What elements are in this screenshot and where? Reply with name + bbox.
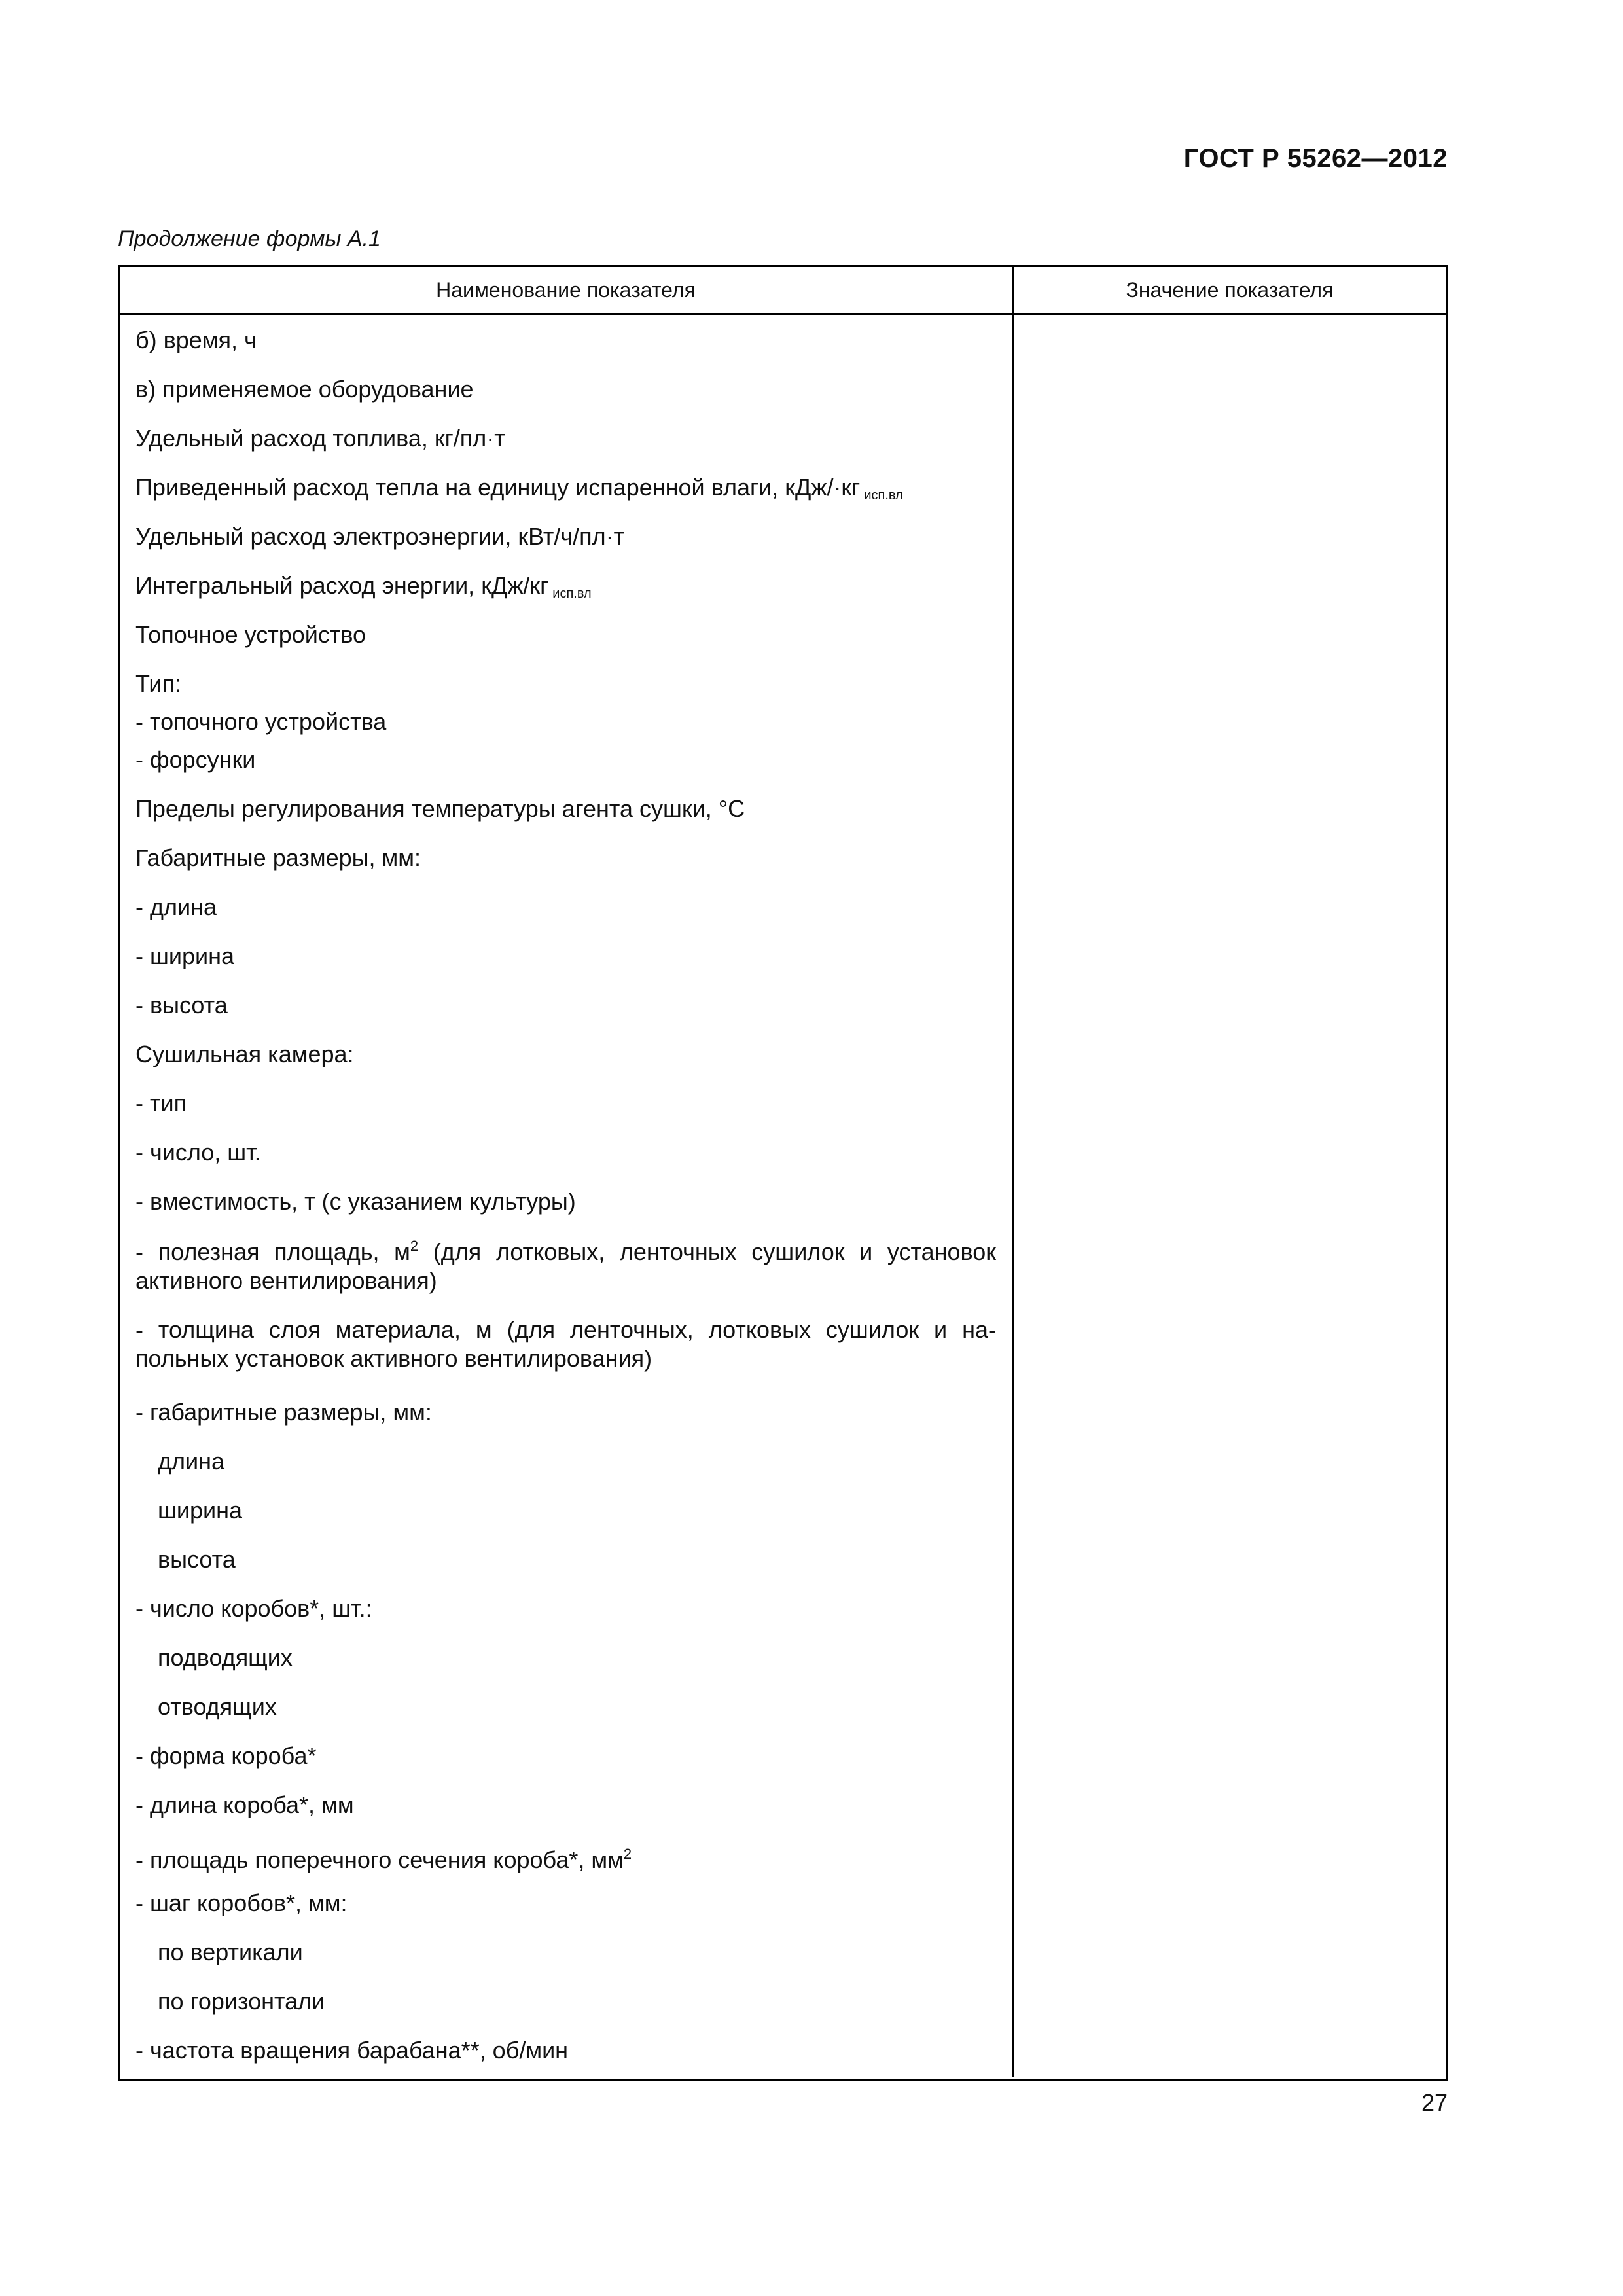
column-header-value: Значение показателя [1126, 278, 1334, 302]
table-row [135, 616, 996, 654]
table-body [120, 315, 1446, 2077]
table-row [135, 1688, 996, 1726]
indicator-values-column [1014, 315, 1446, 2077]
row-subscript: исп.вл [864, 488, 903, 503]
row-text: отводящих [158, 1693, 277, 1720]
row-text: - форма короба* [135, 1742, 317, 1769]
indicator-table [118, 265, 1448, 2081]
row-text: по горизонтали [158, 1988, 325, 2015]
row-text: - длина короба*, мм [135, 1791, 354, 1818]
table-row [135, 1316, 996, 1373]
row-text: - полезная площадь, м [135, 1238, 410, 1265]
table-row [135, 888, 996, 926]
row-text: Тип: [135, 670, 182, 697]
row-text: высота [158, 1546, 236, 1573]
row-text: Сушильная камера: [135, 1041, 354, 1067]
row-text: - тип [135, 1090, 187, 1117]
table-row [135, 1933, 996, 1971]
table-row [135, 370, 996, 408]
row-text: - толщина слоя материала, м (для ленточных, лотковых сушилок и напольных установок активного вентилирования) [135, 1316, 996, 1372]
column-header-name: Наименование показателя [120, 267, 1014, 313]
row-text: по вертикали [158, 1939, 303, 1965]
row-text: - число коробов*, шт.: [135, 1595, 372, 1622]
table-row [135, 1443, 996, 1480]
table-row [135, 1035, 996, 1073]
form-caption: Продолжение формы А.1 [118, 226, 381, 251]
row-subscript: исп.вл [552, 586, 592, 601]
row-text: - топочного устройства [135, 708, 387, 735]
table-row [135, 1982, 996, 2020]
table-row [135, 1590, 996, 1628]
row-superscript: 2 [410, 1238, 419, 1254]
row-text: Удельный расход электроэнергии, кВт/ч/пл·т [135, 523, 625, 550]
table-row [135, 1737, 996, 1775]
row-text: - форсунки [135, 746, 256, 773]
row-text: - длина [135, 893, 217, 920]
table-row [135, 1134, 996, 1172]
row-text: - вместимость, т (с указанием культуры) [135, 1188, 576, 1215]
row-superscript: 2 [623, 1846, 632, 1862]
table-row [135, 1492, 996, 1530]
table-row [135, 790, 996, 828]
table-row [135, 1232, 996, 1295]
row-text: длина [158, 1448, 225, 1475]
table-row [135, 703, 996, 741]
row-text: Приведенный расход тепла на единицу испаренной влаги, кДж/·кг [135, 474, 861, 501]
indicator-names-column [120, 315, 1014, 2077]
row-text: в) применяемое оборудование [135, 376, 474, 403]
table-row [135, 986, 996, 1024]
table-row [135, 1393, 996, 1431]
table-row [135, 937, 996, 975]
table-row [135, 1183, 996, 1221]
table-row [135, 2032, 996, 2070]
table-row [135, 665, 996, 703]
table-row [135, 321, 996, 359]
row-text: - высота [135, 992, 228, 1018]
row-text: Топочное устройство [135, 621, 366, 648]
row-text: Пределы регулирования температуры агента сушки, °С [135, 795, 745, 822]
row-text: Интегральный расход энергии, кДж/кг [135, 572, 549, 599]
table-row [135, 1835, 996, 1873]
table-row [135, 469, 996, 507]
table-row [135, 1541, 996, 1579]
row-text: ширина [158, 1497, 243, 1524]
table-row [135, 420, 996, 457]
table-row [135, 518, 996, 556]
row-text: - габаритные размеры, мм: [135, 1399, 432, 1426]
row-text: подводящих [158, 1644, 293, 1671]
row-text: б) время, ч [135, 327, 257, 353]
table-row [135, 1884, 996, 1922]
table-row [135, 1085, 996, 1122]
row-text: - площадь поперечного сечения короба*, мм [135, 1846, 624, 1873]
page-number: 27 [1421, 2089, 1448, 2116]
table-row [135, 567, 996, 605]
row-text: - ширина [135, 942, 235, 969]
table-header-row [120, 267, 1446, 315]
row-text: - шаг коробов*, мм: [135, 1890, 348, 1916]
row-text: - частота вращения барабана**, об/мин [135, 2037, 569, 2064]
table-row [135, 839, 996, 877]
table-row [135, 1786, 996, 1824]
table-row [135, 741, 996, 779]
row-text-continued: (для лотковых, ленточных сушилок и установок активного вентилирования) [135, 1238, 996, 1294]
row-text: Габаритные размеры, мм: [135, 844, 421, 871]
row-text: - число, шт. [135, 1139, 261, 1166]
row-text: Удельный расход топлива, кг/пл·т [135, 425, 505, 452]
table-row [135, 1639, 996, 1677]
standard-code: ГОСТ Р 55262—2012 [1183, 144, 1448, 173]
